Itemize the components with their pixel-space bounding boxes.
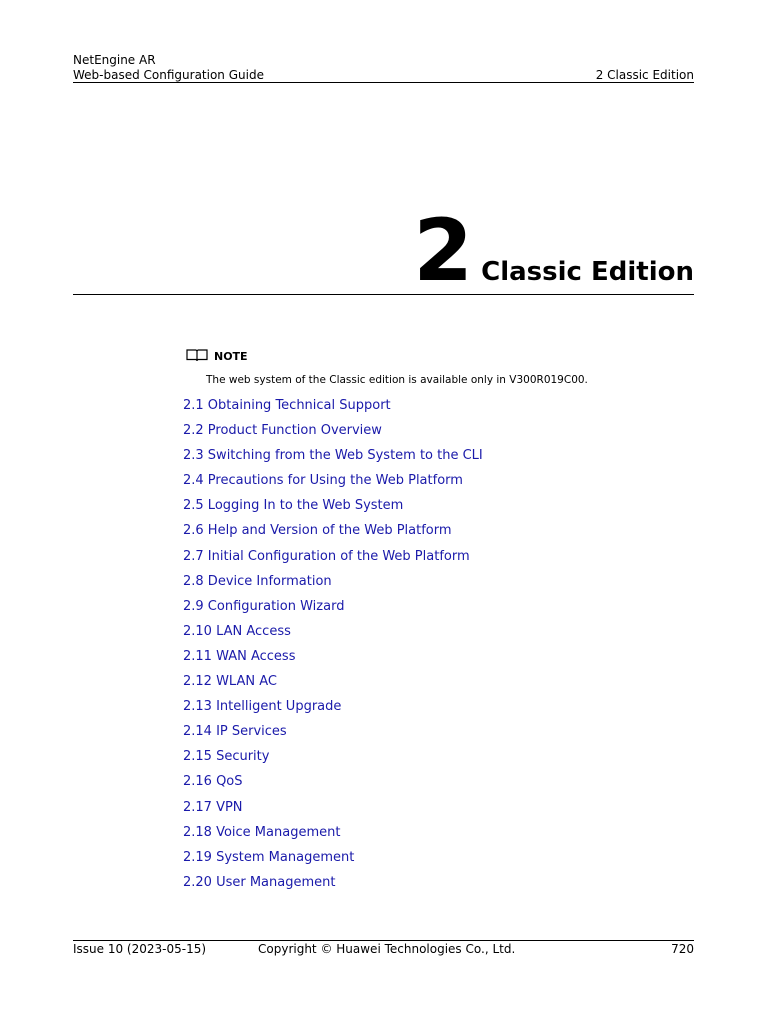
toc-link[interactable]: 2.9 Configuration Wizard: [183, 598, 345, 614]
toc-link[interactable]: 2.14 IP Services: [183, 724, 287, 740]
toc-link[interactable]: 2.5 Logging In to the Web System: [183, 498, 404, 514]
footer-divider: [73, 940, 694, 941]
header-divider: [73, 82, 694, 83]
toc-link[interactable]: 2.1 Obtaining Technical Support: [183, 398, 391, 413]
toc-link[interactable]: 2.12 WLAN AC: [183, 674, 277, 690]
note-label: NOTE: [214, 349, 248, 363]
toc-link[interactable]: 2.4 Precautions for Using the Web Platform: [183, 473, 463, 489]
toc-link[interactable]: 2.11 WAN Access: [183, 648, 296, 664]
toc-link[interactable]: 2.20 User Management: [183, 874, 336, 890]
toc-link[interactable]: 2.15 Security: [183, 749, 270, 765]
book-icon: [186, 348, 214, 364]
toc-link[interactable]: 2.18 Voice Management: [183, 824, 341, 840]
toc-link[interactable]: 2.16 QoS: [183, 774, 243, 790]
toc-link[interactable]: 2.13 Intelligent Upgrade: [183, 699, 342, 715]
header-product: NetEngine AR: [73, 53, 156, 67]
page-header: [73, 53, 694, 83]
header-section: 2 Classic Edition: [595, 68, 694, 82]
toc-link[interactable]: 2.2 Product Function Overview: [183, 423, 382, 439]
footer-issue: Issue 10 (2023-05-15): [73, 942, 207, 956]
chapter-divider: [73, 294, 694, 295]
footer-copyright: Copyright © Huawei Technologies Co., Ltd.: [258, 942, 516, 956]
chapter-toc: [183, 396, 483, 898]
chapter-title: Classic Edition: [481, 257, 694, 287]
note-block: [186, 348, 248, 364]
chapter-number: 2: [413, 201, 472, 301]
page-number: 720: [671, 942, 694, 956]
toc-link[interactable]: 2.6 Help and Version of the Web Platform: [183, 523, 452, 539]
header-guide-title: Web-based Configuration Guide: [73, 68, 264, 82]
toc-link[interactable]: 2.8 Device Information: [183, 573, 332, 589]
toc-link[interactable]: 2.10 LAN Access: [183, 623, 291, 639]
chapter-heading: [413, 201, 694, 301]
toc-link[interactable]: 2.19 System Management: [183, 849, 355, 865]
toc-link[interactable]: 2.17 VPN: [183, 799, 243, 815]
toc-link[interactable]: 2.3 Switching from the Web System to the CLI: [183, 448, 483, 464]
toc-link[interactable]: 2.7 Initial Configuration of the Web Platform: [183, 548, 470, 564]
note-text: The web system of the Classic edition is available only in V300R019C00.: [206, 374, 588, 386]
